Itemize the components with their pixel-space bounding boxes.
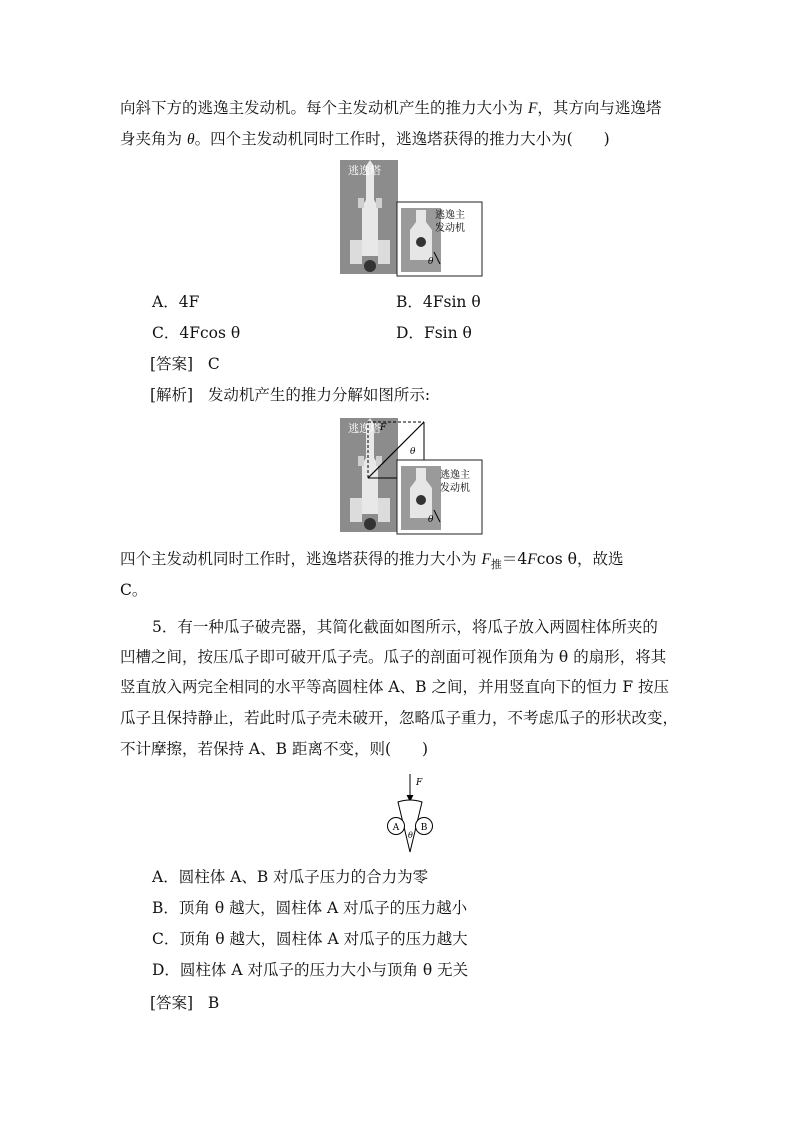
angle-top-label: θ bbox=[410, 447, 416, 457]
q5-option-b: B．顶角 θ 越大，圆柱体 A 对瓜子的压力越小 bbox=[152, 899, 468, 917]
q4-option-c: C．4Fcos θ bbox=[152, 324, 241, 342]
q4-conclusion-line2: C。 bbox=[120, 581, 148, 599]
q5-force-label: F bbox=[416, 778, 423, 788]
q5-stem-line3: 竖直放入两完全相同的水平等高圆柱体 A、B 之间，并用竖直向下的恒力 F 按压 bbox=[120, 678, 670, 696]
q5-label-b: B bbox=[420, 823, 428, 833]
force-label-2: F bbox=[380, 423, 387, 433]
q5-angle-label: θ bbox=[408, 831, 413, 840]
angle-label-1: θ bbox=[428, 257, 434, 267]
q5-option-a: A．圆柱体 A、B 对瓜子压力的合力为零 bbox=[152, 868, 429, 886]
q5-stem-line1: 5．有一种瓜子破壳器，其简化截面如图所示，将瓜子放入两圆柱体所夹的 bbox=[152, 618, 658, 636]
angle-label-2: θ bbox=[428, 515, 434, 525]
q5-option-c: C．顶角 θ 越大，圆柱体 A 对瓜子的压力越大 bbox=[152, 930, 468, 948]
q5-label-a: A bbox=[392, 823, 400, 833]
tower-label-2: 逃逸塔 bbox=[348, 422, 381, 435]
q5-answer: [答案] B bbox=[150, 994, 220, 1012]
inset-label-2b: 发动机 bbox=[440, 483, 470, 494]
q5-figure-cracker bbox=[380, 772, 444, 858]
q5-stem-line4: 瓜子且保持静止，若此时瓜子壳未破开，忽略瓜子重力，不考虑瓜子的形状改变， bbox=[120, 709, 679, 727]
q4-conclusion-line1: 四个主发动机同时工作时，逃逸塔获得的推力大小为 $F_推=4Fcos$ θ，故选 bbox=[120, 550, 624, 571]
inset-label-1: 逃逸主 bbox=[435, 210, 465, 221]
q4-stem-line1: 向斜下方的逃逸主发动机。每个主发动机产生的推力大小为 F，其方向与逃逸塔 bbox=[120, 99, 662, 117]
q4-figure-rocket bbox=[340, 160, 484, 278]
tower-label-1: 逃逸塔 bbox=[348, 164, 381, 177]
q5-stem-line5: 不计摩擦，若保持 A、B 距离不变，则( ) bbox=[120, 740, 429, 758]
q4-figure-decomposition bbox=[340, 418, 484, 536]
q4-analysis: [解析] 发动机产生的推力分解如图所示: bbox=[150, 386, 431, 404]
q4-option-b: B．4Fsin θ bbox=[396, 293, 481, 311]
q5-stem-line2: 凹槽之间，按压瓜子即可破开瓜子壳。瓜子的剖面可视作顶角为 θ 的扇形，将其 bbox=[120, 648, 667, 666]
q4-option-a: A．4F bbox=[152, 293, 200, 311]
q4-answer: [答案] C bbox=[150, 355, 220, 373]
q5-option-d: D．圆柱体 A 对瓜子的压力大小与顶角 θ 无关 bbox=[152, 961, 469, 979]
q4-option-d: D．Fsin θ bbox=[396, 324, 472, 342]
q4-stem-line2: 身夹角为 θ。四个主发动机同时工作时，逃逸塔获得的推力大小为( ) bbox=[120, 130, 610, 148]
inset-label-2a: 逃逸主 bbox=[440, 470, 470, 481]
inset-label-2: 发动机 bbox=[435, 223, 465, 234]
